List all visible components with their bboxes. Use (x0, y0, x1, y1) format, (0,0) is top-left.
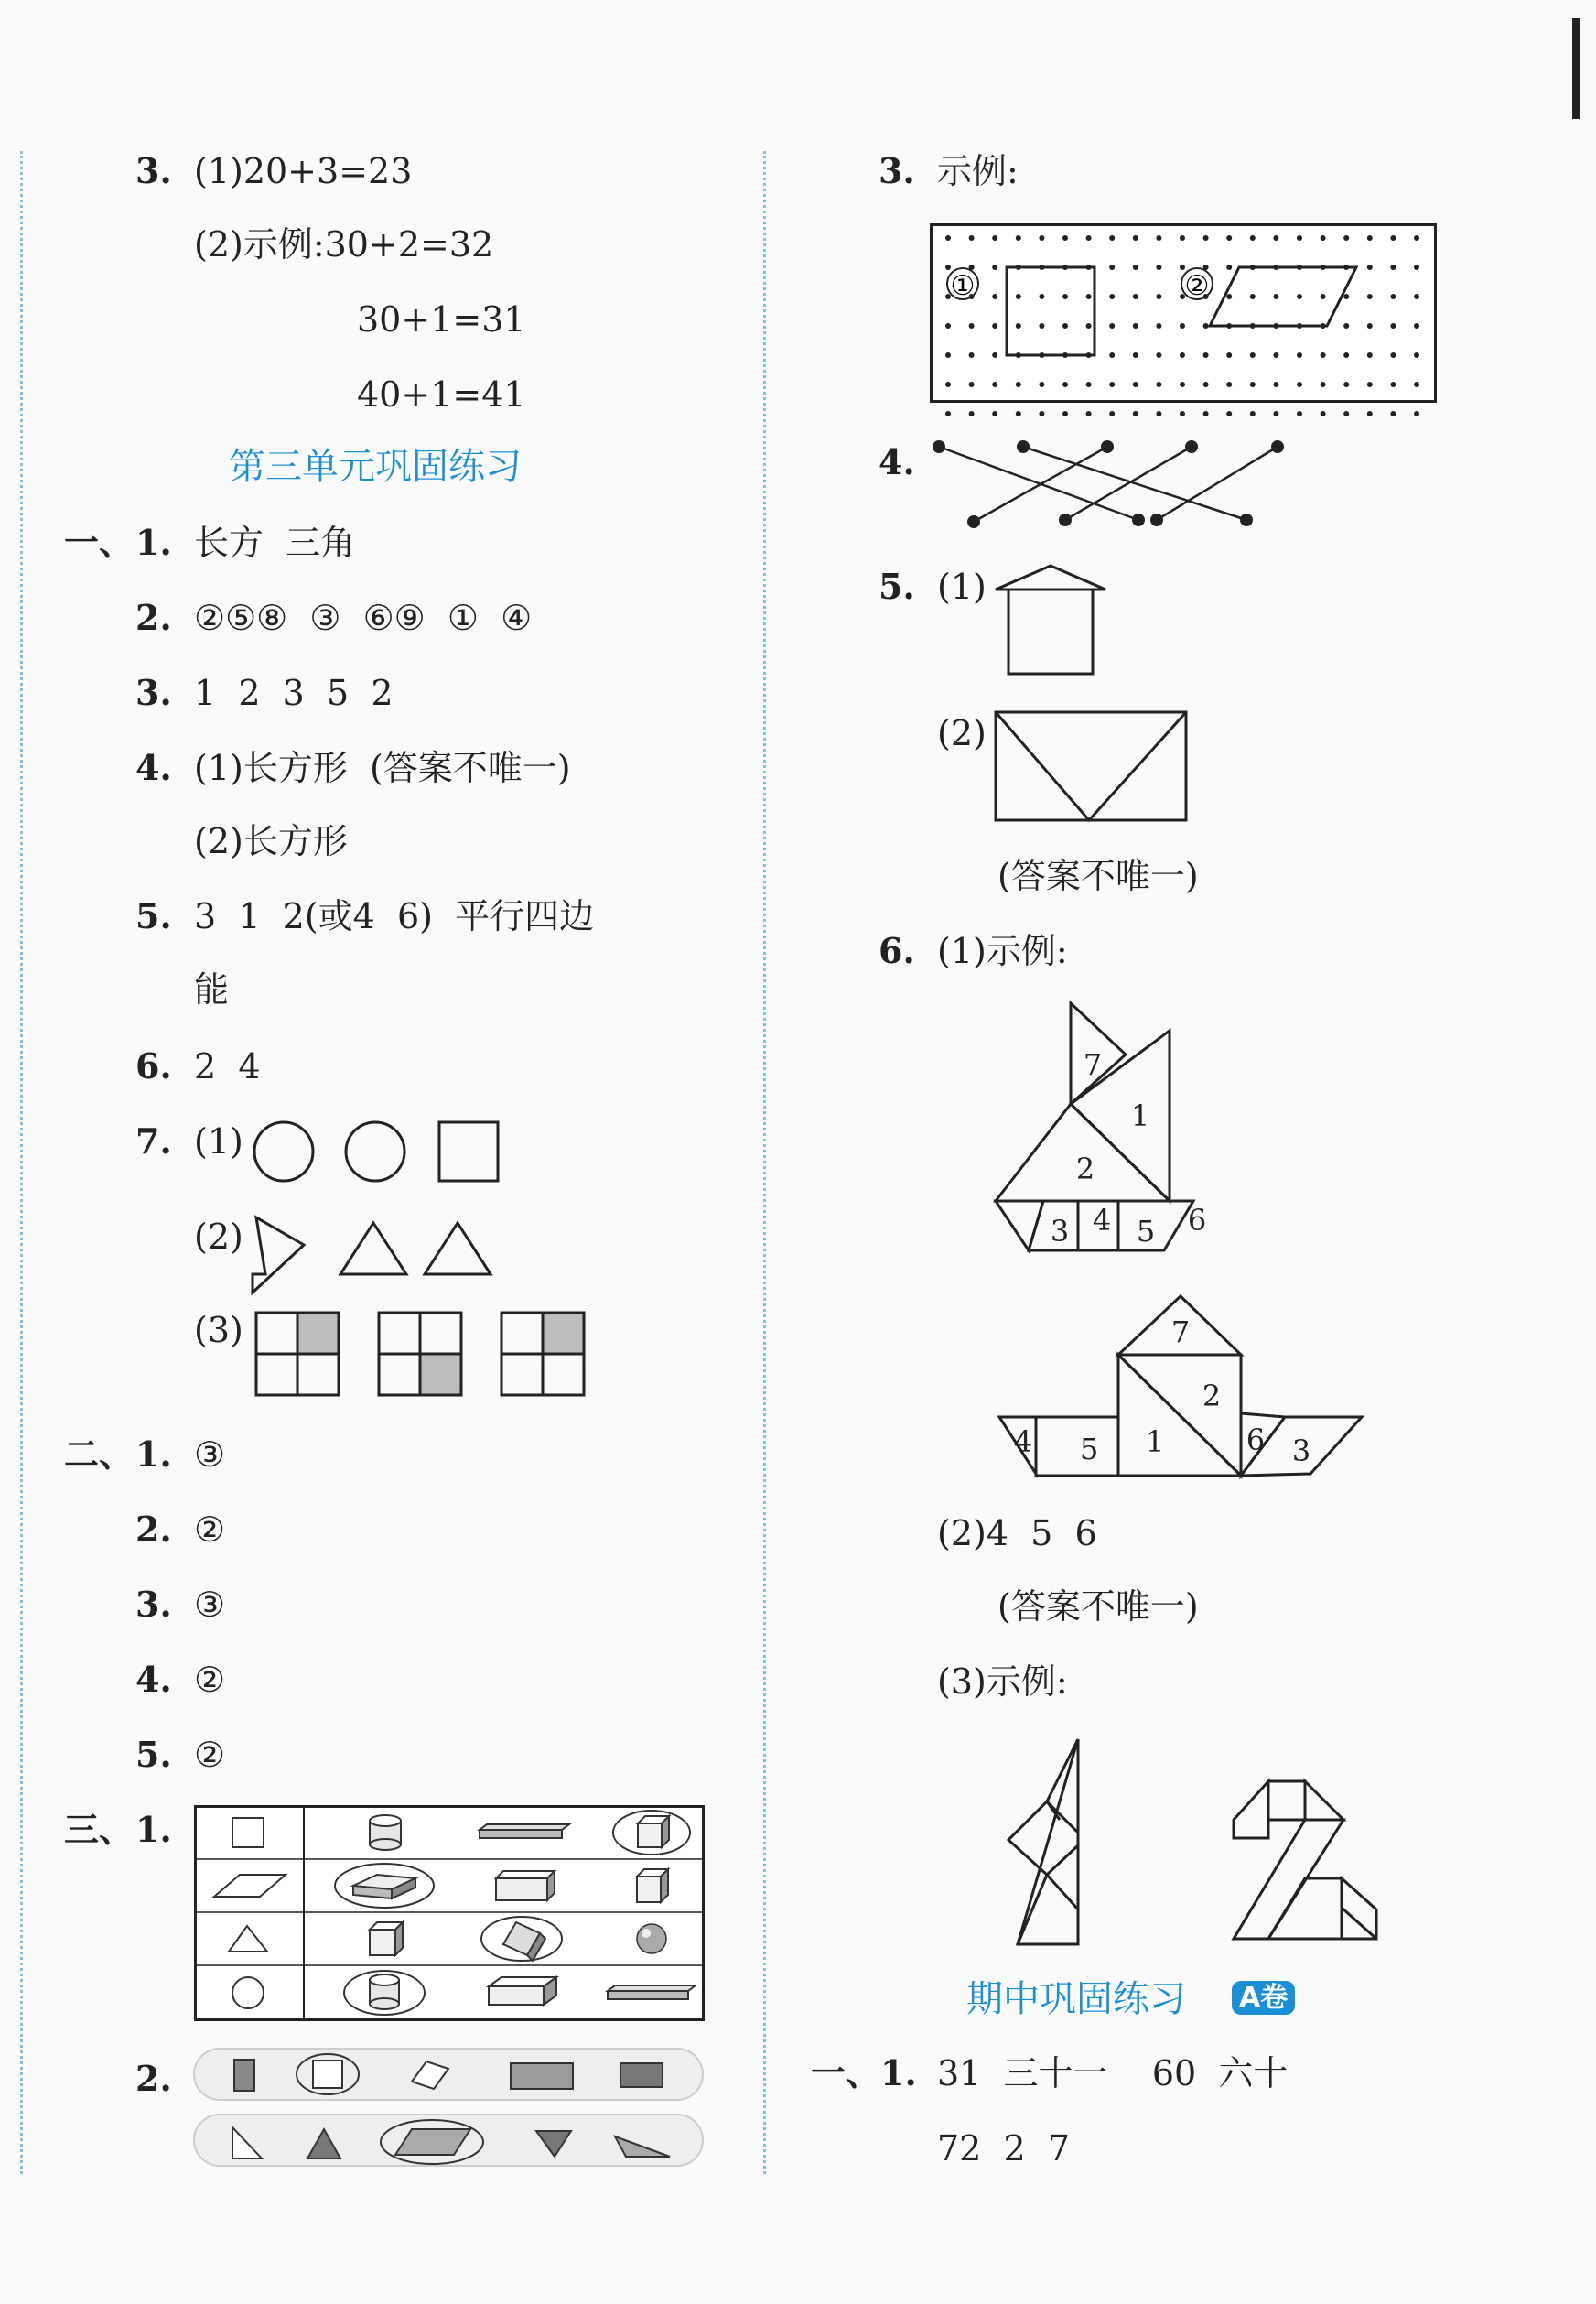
grid-dot (1086, 323, 1092, 329)
grid-dot (1133, 352, 1138, 358)
dot-grid-figure (930, 223, 1439, 403)
grid-dot (1273, 235, 1278, 241)
grid-dot (1039, 294, 1044, 299)
grid-dot (969, 235, 975, 241)
p2-q4-number: 4. (135, 1659, 172, 1700)
tangram2-label: 1 (1145, 1424, 1165, 1459)
grid-dot (1297, 382, 1302, 387)
grid-dot (1109, 294, 1115, 299)
parallelogram-shape (253, 1217, 304, 1293)
grid-dot (1016, 411, 1021, 416)
grid-square-1 (256, 1313, 339, 1395)
tangram2-label: 4 (1013, 1424, 1033, 1459)
tangram2-label: 3 (1291, 1433, 1311, 1468)
grid-dot (1250, 235, 1256, 241)
tangram1-label: 4 (1092, 1203, 1112, 1238)
grid-dot (1133, 294, 1138, 299)
grid-dot (1133, 323, 1138, 329)
p2-q3-number: 3. (135, 1584, 172, 1625)
left-q3-line3: 30+1=31 (357, 299, 526, 340)
midterm-part1-label: 一、 (811, 2052, 881, 2093)
grid-dot (1250, 352, 1256, 358)
midterm-q1-line2: 72 2 7 (937, 2128, 1071, 2169)
right-q6-p2: (2)4 5 6 (937, 1513, 1097, 1553)
right-q6-number: 6. (879, 930, 915, 971)
grid-dot (992, 352, 998, 358)
label-2: ② (1184, 270, 1210, 302)
grid-dot (1250, 382, 1256, 387)
rectangle-face-icon (620, 2063, 663, 2087)
grid-dot (945, 382, 951, 387)
cylinder-icon (370, 1815, 401, 1850)
tangram1-label: 7 (1083, 1047, 1103, 1082)
grid-dot (1016, 323, 1021, 329)
p2-q2-number: 2. (135, 1509, 172, 1550)
house-figure (992, 562, 1120, 677)
right-q6-p3-label: (3)示例: (937, 1661, 1068, 1702)
cylinder-icon (370, 1974, 399, 2009)
grid-dot (1109, 411, 1115, 416)
grid-dot (992, 323, 998, 329)
grid-dot (992, 235, 998, 241)
square-shape (439, 1122, 498, 1181)
grid-dot (992, 294, 998, 299)
p1-q6-answer: 2 4 (194, 1046, 261, 1087)
grid-dot (1226, 235, 1232, 241)
grid-dot (1367, 411, 1373, 416)
grid-dot (1273, 411, 1278, 416)
grid-dot (1062, 382, 1068, 387)
p2-q3-answer: ③ (194, 1585, 226, 1625)
right-q5-note: (答案不唯一) (998, 856, 1199, 896)
p2-q2-answer: ② (194, 1509, 226, 1550)
grid-dot (1133, 382, 1138, 387)
grid-dot (1039, 323, 1044, 329)
grid-dot (1133, 411, 1138, 416)
midterm-badge: A卷 (1232, 1981, 1295, 2015)
match-dot-bottom (967, 515, 980, 528)
thin-board-icon (608, 1985, 696, 1999)
grid-dot (1226, 265, 1232, 270)
cube-icon (638, 1816, 669, 1847)
grid-dot (1156, 323, 1161, 329)
grid-dot (1297, 352, 1302, 358)
grid-dot (969, 382, 975, 387)
p1-q3-number: 3. (135, 672, 172, 713)
grid-dot (945, 235, 951, 241)
column-divider (763, 151, 766, 2174)
grid-dot (1343, 411, 1349, 416)
p1-q1-number: 1. (135, 522, 172, 563)
grid-dot (1367, 323, 1373, 329)
match-dot-bottom (1240, 514, 1253, 526)
grid-dot (1297, 235, 1302, 241)
p1-q4-line1: (1)长方形 (答案不唯一) (194, 748, 571, 788)
tangram-figure-2 (998, 1294, 1369, 1477)
grid-dot (945, 411, 951, 416)
p1-q5-number: 5. (135, 895, 172, 936)
p1-q7-p3-label: (3) (194, 1310, 243, 1350)
match-dot-top (1101, 440, 1114, 453)
midterm-title: 期中巩固练习 (966, 1978, 1186, 2020)
match-dot-top (1271, 440, 1284, 453)
grid-dot (1086, 382, 1092, 387)
grid-dot (1156, 411, 1161, 416)
tangram2-label: 5 (1079, 1432, 1099, 1466)
thin-board-side-icon (480, 1830, 562, 1838)
grid-dot (1016, 294, 1021, 299)
grid-dot (1321, 382, 1326, 387)
grid-dot (1016, 235, 1021, 241)
right-q6-p1-label: (1)示例: (937, 931, 1068, 971)
grid-dot (1250, 411, 1256, 416)
cuboid-icon (496, 1871, 555, 1900)
part2-label: 二、 (64, 1433, 135, 1475)
grid-dot (1062, 294, 1068, 299)
grid-dot (1321, 411, 1326, 416)
grid-dot (1062, 235, 1068, 241)
grid-dot (1414, 382, 1419, 387)
p1-q7-p1-label: (1) (194, 1121, 243, 1162)
rectangle-face-icon (511, 2063, 573, 2089)
grid-dot (1390, 294, 1396, 299)
tangram2-label: 2 (1202, 1379, 1222, 1413)
grid-dot (1180, 382, 1185, 387)
tangram2-label: 6 (1246, 1422, 1266, 1457)
tangram1-label: 1 (1130, 1098, 1150, 1133)
cube-icon (637, 1869, 668, 1902)
plane-shapes-groups (192, 2045, 705, 2173)
grid-dot (1367, 294, 1373, 299)
match-dot-top (1017, 440, 1030, 453)
tangram1-label: 2 (1075, 1152, 1095, 1186)
grid-dot (969, 352, 975, 358)
rectangle-face-icon (234, 2060, 254, 2091)
solid-shapes-table (194, 1805, 706, 2023)
p3-q2-number: 2. (135, 2058, 172, 2099)
matching-lines (924, 430, 1299, 531)
grid-dot (1109, 235, 1115, 241)
p1-q5-line2: 能 (194, 969, 230, 1010)
left-q3-number: 3. (135, 150, 172, 191)
tangram2-label: 7 (1170, 1314, 1191, 1349)
circle-shape (346, 1122, 404, 1181)
right-q3-number: 3. (879, 150, 915, 191)
grid-dot (1156, 382, 1161, 387)
tangram1-label: 3 (1050, 1214, 1070, 1249)
grid-dot (1039, 382, 1044, 387)
p2-q1-answer: ③ (194, 1434, 226, 1475)
grid-dot (1343, 323, 1349, 329)
grid-dot (1321, 352, 1326, 358)
grid-dot (969, 411, 975, 416)
grid-dot (1414, 411, 1419, 416)
grid-dot (945, 352, 951, 358)
grid-dot (1180, 235, 1185, 241)
grid-dot (1390, 382, 1396, 387)
match-dot-top (1185, 440, 1198, 453)
grid-dot (1414, 265, 1419, 270)
right-q5-p1-label: (1) (937, 567, 987, 607)
circle-shape (254, 1122, 313, 1181)
grid-dot (1343, 235, 1349, 241)
p3-q1-number: 1. (135, 1809, 172, 1850)
grid-dot (1156, 265, 1161, 270)
grid-dot (1273, 294, 1278, 299)
grid-dot (1203, 323, 1209, 329)
right-q6-note: (答案不唯一) (998, 1586, 1199, 1627)
tangram1-label: 6 (1187, 1203, 1207, 1238)
grid-dot (1109, 352, 1115, 358)
grid-dot (1156, 352, 1161, 358)
grid-square-2 (379, 1313, 461, 1395)
right-q5-p2-label: (2) (937, 713, 987, 753)
match-dot-bottom (1132, 514, 1145, 526)
grid-dot (1086, 235, 1092, 241)
triangle-shape (425, 1223, 491, 1274)
grid-dot (1226, 411, 1232, 416)
grid-dot (945, 323, 951, 329)
grid-dot (1203, 411, 1209, 416)
grid-dot (1367, 382, 1373, 387)
grid-dot (992, 265, 998, 270)
grid-dot (1390, 411, 1396, 416)
p1-q3-answer: 1 2 3 5 2 (194, 673, 394, 713)
tangram-digit-one (1007, 1737, 1098, 1946)
grid-dot (1180, 411, 1185, 416)
grid-dot (1367, 352, 1373, 358)
square-face-icon (313, 2061, 342, 2088)
grid-dot (1203, 352, 1209, 358)
grid-dot (1343, 294, 1349, 299)
right-q4-number: 4. (879, 441, 915, 482)
grid-dot (1273, 382, 1278, 387)
grid-dot (1390, 352, 1396, 358)
p2-q1-number: 1. (135, 1433, 172, 1475)
grid-dot (1367, 265, 1373, 270)
grid-dot (1414, 294, 1419, 299)
grid-dot (992, 382, 998, 387)
grid-dot (1273, 352, 1278, 358)
p1-q2-number: 2. (135, 597, 172, 638)
grid-dot (1109, 265, 1115, 270)
grid-dot (1062, 411, 1068, 416)
grid-dot (1039, 411, 1044, 416)
grid-dot (1343, 352, 1349, 358)
midterm-q1-line1: 31 三十一 60 六十 (937, 2053, 1289, 2093)
grid-dot (1086, 294, 1092, 299)
grid-dot (1062, 323, 1068, 329)
grid-dot (1226, 294, 1232, 299)
tangram-digit-two (1232, 1779, 1380, 1942)
grid-dot (1226, 352, 1232, 358)
grid-dot (1321, 294, 1326, 299)
grid-dot (1390, 235, 1396, 241)
right-q3-text: 示例: (937, 151, 1019, 191)
left-q3-line2: (2)示例:30+2=32 (194, 224, 494, 265)
midterm-q1-number: 1. (880, 2052, 917, 2093)
grid-dot (1226, 382, 1232, 387)
grid-dot (1180, 323, 1185, 329)
grid-dot (1109, 323, 1115, 329)
part3-label: 三、 (64, 1809, 135, 1850)
grid-dot (1180, 352, 1185, 358)
match-dot-top (933, 440, 945, 453)
unit3-title: 第三单元巩固练习 (229, 446, 522, 488)
q7-shapes-row1 (247, 1117, 512, 1190)
grid-dot (1390, 323, 1396, 329)
grid-dot (1156, 294, 1161, 299)
match-dot-bottom (1059, 514, 1072, 526)
q7-shapes-row3 (254, 1311, 593, 1399)
grid-dot (1343, 382, 1349, 387)
page-edge-mark (1572, 18, 1580, 119)
grid-dot (1203, 235, 1209, 241)
p2-q5-number: 5. (135, 1734, 172, 1775)
grid-dot (1086, 411, 1092, 416)
p1-q1-answer: 长方 三角 (194, 523, 356, 563)
p1-q2-answer: ②⑤⑧ ③ ⑥⑨ ① ④ (194, 598, 533, 638)
grid-dot (1321, 235, 1326, 241)
envelope-figure (994, 710, 1190, 824)
cuboid-icon (489, 1977, 556, 2005)
q7-shapes-row2 (247, 1217, 512, 1282)
p1-q5-line1: 3 1 2(或4 6) 平行四边 (194, 896, 595, 936)
p2-q5-answer: ② (194, 1735, 226, 1775)
triangle-shape (340, 1223, 406, 1274)
tangram-figure-1 (994, 1001, 1241, 1267)
part1-label: 一、 (64, 522, 135, 563)
grid-dot (969, 323, 975, 329)
grid-dot (1016, 382, 1021, 387)
p1-q7-p2-label: (2) (194, 1217, 243, 1257)
p2-q4-answer: ② (194, 1660, 226, 1700)
grid-dot (1297, 411, 1302, 416)
tangram1-label: 5 (1136, 1214, 1156, 1249)
grid-dot (1039, 235, 1044, 241)
grid-dot (1250, 294, 1256, 299)
grid-dot (1367, 235, 1373, 241)
p1-q6-number: 6. (135, 1045, 172, 1087)
grid-dot (1109, 382, 1115, 387)
grid-dot (1133, 265, 1138, 270)
grid-square-3 (501, 1313, 584, 1395)
grid-dot (992, 411, 998, 416)
match-dot-bottom (1150, 514, 1163, 526)
p1-q4-number: 4. (135, 747, 172, 788)
grid-dot (1414, 323, 1419, 329)
cube-icon (370, 1922, 403, 1955)
left-margin-divider (20, 151, 23, 2174)
p1-q4-line2: (2)长方形 (194, 821, 348, 861)
grid-dot (1156, 235, 1161, 241)
right-q5-number: 5. (879, 566, 915, 607)
grid-dot (1133, 235, 1138, 241)
grid-dot (1414, 352, 1419, 358)
grid-dot (1390, 265, 1396, 270)
grid-dot (1203, 382, 1209, 387)
left-q3-line1: (1)20+3=23 (194, 151, 413, 191)
sphere-icon (637, 1924, 666, 1953)
p1-q7-number: 7. (135, 1120, 172, 1162)
label-1: ① (950, 270, 976, 302)
grid-dot (1414, 235, 1419, 241)
left-q3-line4: 40+1=41 (357, 374, 526, 415)
grid-dot (1297, 294, 1302, 299)
